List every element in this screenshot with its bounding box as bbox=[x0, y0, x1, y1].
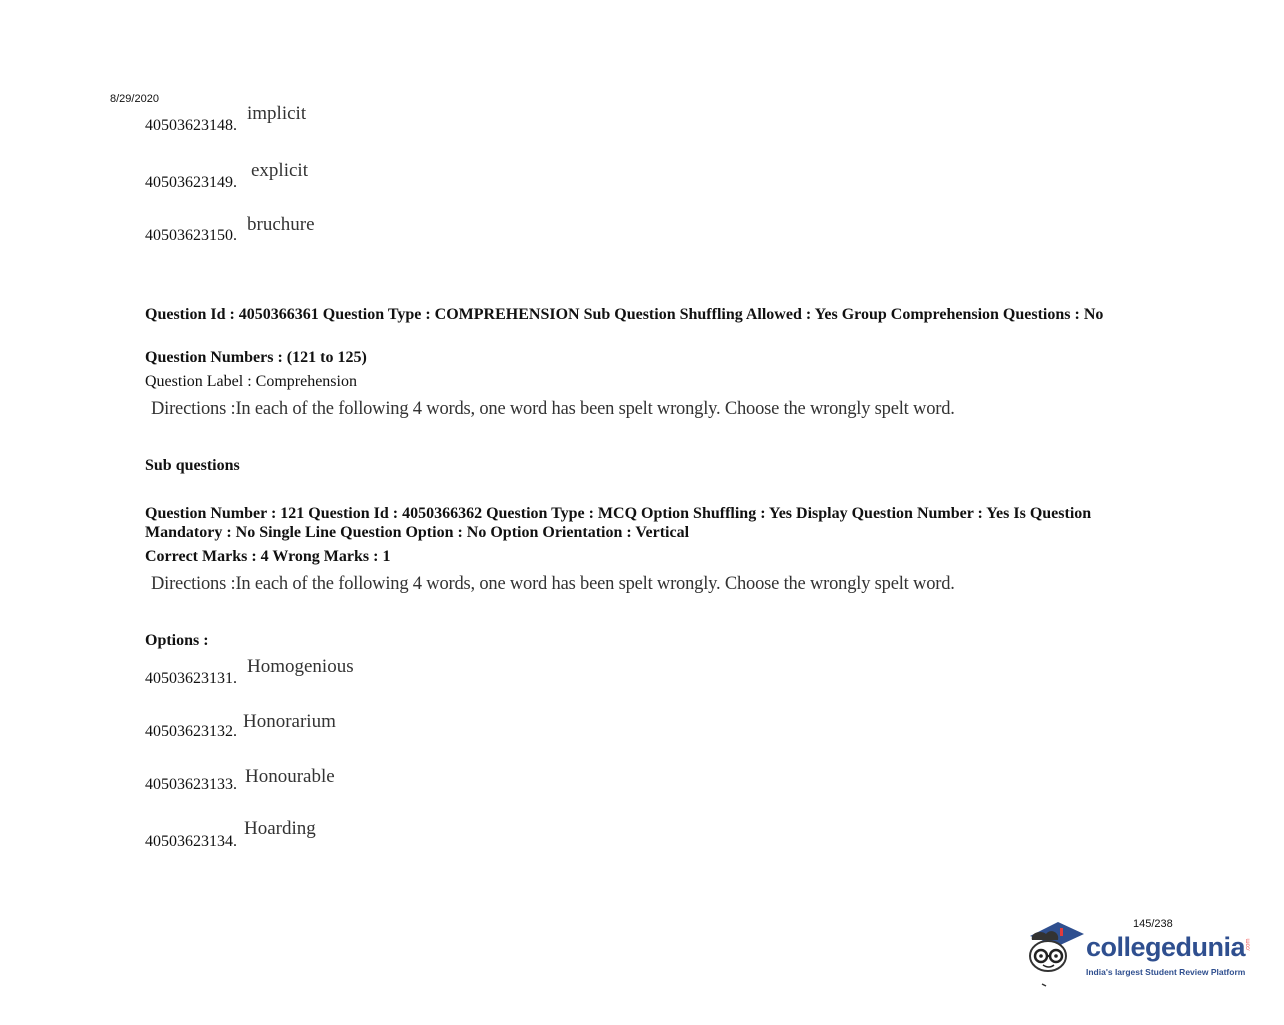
option-id: 40503623134. bbox=[145, 833, 237, 850]
page-number: 145/238 bbox=[1133, 918, 1173, 930]
option-text: Honorarium bbox=[243, 711, 336, 732]
question-meta: Question Number : 121 Question Id : 4050366362 Question Type : MCQ Option Shuffling : Yes Display Question Number : Yes Is Question Mandatory : No Single Line Question Option : No Option Orientation : Vertical bbox=[145, 505, 1092, 541]
options-label: Options : bbox=[145, 632, 209, 649]
option-text: Homogenious bbox=[247, 656, 354, 677]
logo-name: collegedunia bbox=[1086, 932, 1246, 962]
option-id: 40503623133. bbox=[145, 776, 237, 793]
option-id: 40503623149. bbox=[145, 174, 237, 191]
directions-text: In each of the following 4 words, one word has been spelt wrongly. Choose the wrongly spelt word. bbox=[235, 399, 955, 419]
option-text: implicit bbox=[247, 103, 307, 124]
comprehension-directions bbox=[151, 395, 971, 424]
option-row bbox=[145, 214, 315, 245]
option-text: Hoarding bbox=[244, 818, 316, 839]
comprehension-meta: Question Id : 4050366361 Question Type : COMPREHENSION Sub Question Shuffling Allowed : Yes Group Comprehension Questions : No bbox=[145, 306, 1104, 323]
logo-tagline: India's largest Student Review Platform bbox=[1086, 967, 1246, 977]
question-numbers: Question Numbers : (121 to 125) bbox=[145, 349, 367, 366]
question-directions bbox=[151, 570, 971, 599]
question-label: Question Label : Comprehension bbox=[145, 373, 357, 390]
option-row bbox=[145, 711, 336, 741]
sub-questions-heading: Sub questions bbox=[145, 457, 240, 474]
directions-text: In each of the following 4 words, one word has been spelt wrongly. Choose the wrongly spelt word. bbox=[235, 574, 955, 594]
option-text: bruchure bbox=[247, 214, 315, 235]
collegedunia-logo bbox=[1024, 918, 1254, 990]
mascot-icon bbox=[1024, 918, 1086, 990]
option-text: Honourable bbox=[245, 766, 335, 787]
logo-suffix: .com bbox=[1245, 938, 1252, 952]
option-row bbox=[145, 656, 354, 688]
option-id: 40503623131. bbox=[145, 670, 237, 687]
directions-lead: Directions : bbox=[151, 399, 236, 419]
directions-lead: Directions : bbox=[151, 574, 236, 594]
option-row bbox=[145, 103, 307, 135]
option-id: 40503623148. bbox=[145, 117, 237, 134]
print-date: 8/29/2020 bbox=[110, 93, 159, 105]
option-text: explicit bbox=[251, 160, 308, 181]
option-id: 40503623132. bbox=[145, 723, 237, 740]
option-row bbox=[145, 818, 316, 851]
option-id: 40503623150. bbox=[145, 227, 237, 244]
question-marks: Correct Marks : 4 Wrong Marks : 1 bbox=[145, 548, 391, 565]
option-row bbox=[145, 766, 335, 794]
option-row bbox=[145, 160, 308, 192]
